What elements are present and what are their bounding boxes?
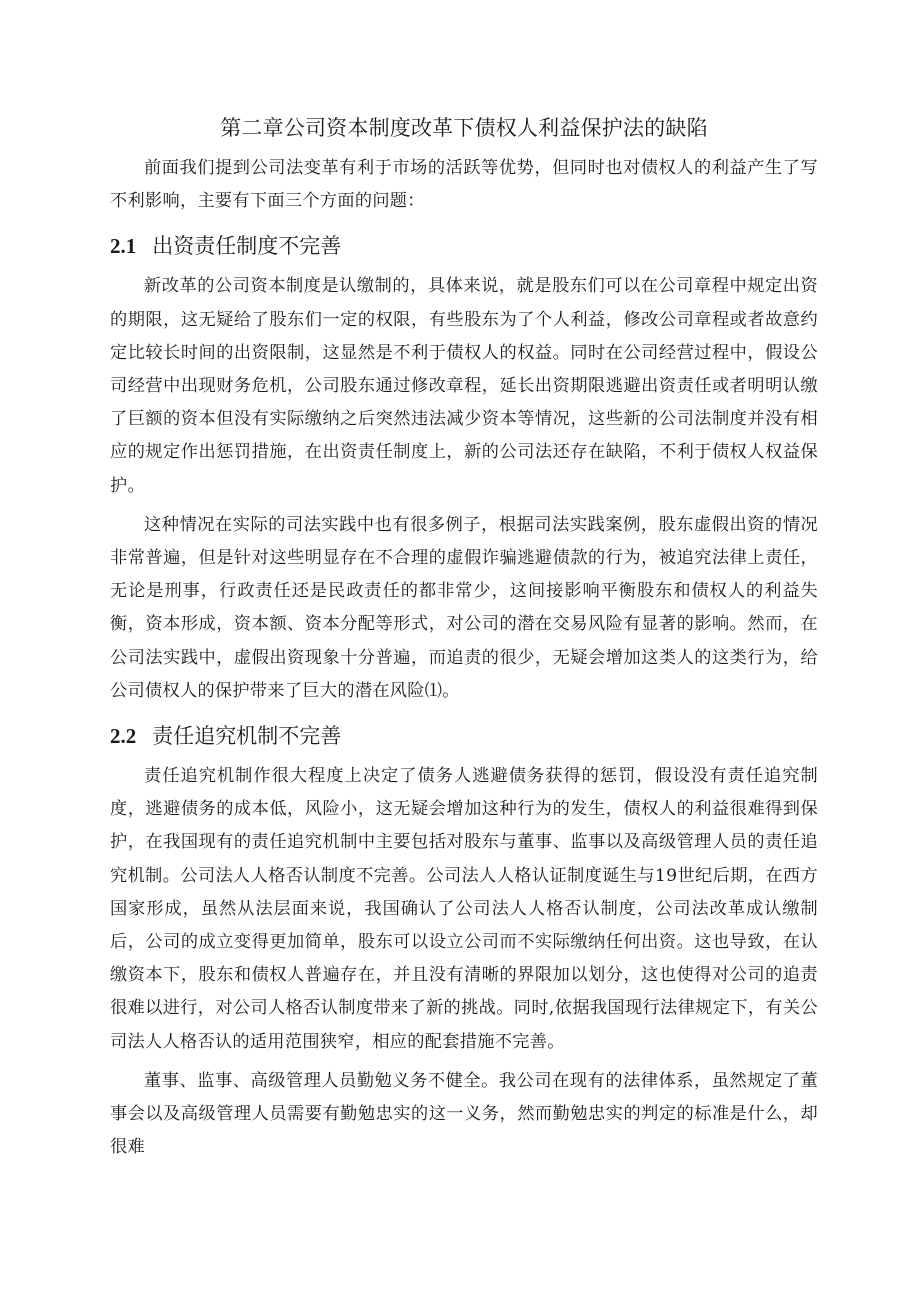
section-heading-2-1 — [110, 226, 818, 266]
body-paragraph: 责任追究机制作很大程度上决定了债务人逃避债务获得的惩罚，假设没有责任追究制度，逃避债务的成本低，风险小，这无疑会增加这种行为的发生，债权人的利益很难得到保护，在我国现有的责任追究机制中主要包括对股东与董事、监事以及高级管理人员的责任追究机制。公司法人人格否认制度不完善。公司法人人格认证制度诞生与19世纪后期，在西方国家形成，虽然从法层面来说，我国确认了公司法人人格否认制度，公司法改革成认缴制后，公司的成立变得更加简单，股东可以设立公司而不实际缴纳任何出资。这也导致，在认缴资本下，股东和债权人普遍存在，并且没有清晰的界限加以划分，这也使得对公司的追责很难以进行，对公司人格否认制度带来了新的挑战。同时,依据我国现行法律规定下，有关公司法人人格否认的适用范围狭窄，相应的配套措施不完善。 — [110, 766, 818, 1052]
document-page — [110, 108, 818, 1170]
section-title: 出资责任制度不完善 — [152, 234, 342, 259]
chapter-intro-paragraph: 前面我们提到公司法变革有利于市场的活跃等优势，但同时也对债权人的利益产生了写不利影响，主要有下面三个方面的问题： — [110, 158, 818, 212]
section-number: 2.1 — [110, 234, 137, 259]
body-paragraph: 新改革的公司资本制度是认缴制的，具体来说，就是股东们可以在公司章程中规定出资的期限，这无疑给了股东们一定的权限，有些股东为了个人利益，修改公司章程或者故意约定比较长时间的出资限制，这显然是不利于债权人的权益。同时在公司经营过程中，假设公司经营中出现财务危机，公司股东通过修改章程，延长出资期限逃避出资责任或者明明认缴了巨额的资本但没有实际缴纳之后突然违法减少资本等情况，这些新的公司法制度并没有相应的规定作出惩罚措施，在出资责任制度上，新的公司法还存在缺陷，不利于债权人权益保护。 — [110, 276, 818, 496]
section-title: 责任追究机制不完善 — [152, 724, 342, 749]
body-paragraph: 这种情况在实际的司法实践中也有很多例子，根据司法实践案例，股东虚假出资的情况非常普遍，但是针对这些明显存在不合理的虚假诈骗逃避债款的行为，被追究法律上责任，无论是刑事，行政责任还是民政责任的都非常少，这间接影响平衡股东和债权人的利益失衡，资本形成，资本额、资本分配等形式，对公司的潜在交易风险有显著的影响。然而，在公司法实践中，虚假出资现象十分普遍，而追责的很少，无疑会增加这类人的这类行为，给公司债权人的保护带来了巨大的潜在风险⑴。 — [110, 514, 818, 701]
chapter-title: 第二章公司资本制度改革下债权人利益保护法的缺陷 — [220, 116, 708, 140]
body-paragraph: 董事、监事、高级管理人员勤勉义务不健全。我公司在现有的法律体系，虽然规定了董事会以及高级管理人员需要有勤勉忠实的这一义务，然而勤勉忠实的判定的标准是什么，却很难 — [110, 1070, 818, 1158]
section-number: 2.2 — [110, 724, 137, 749]
section-heading-2-2 — [110, 716, 818, 756]
